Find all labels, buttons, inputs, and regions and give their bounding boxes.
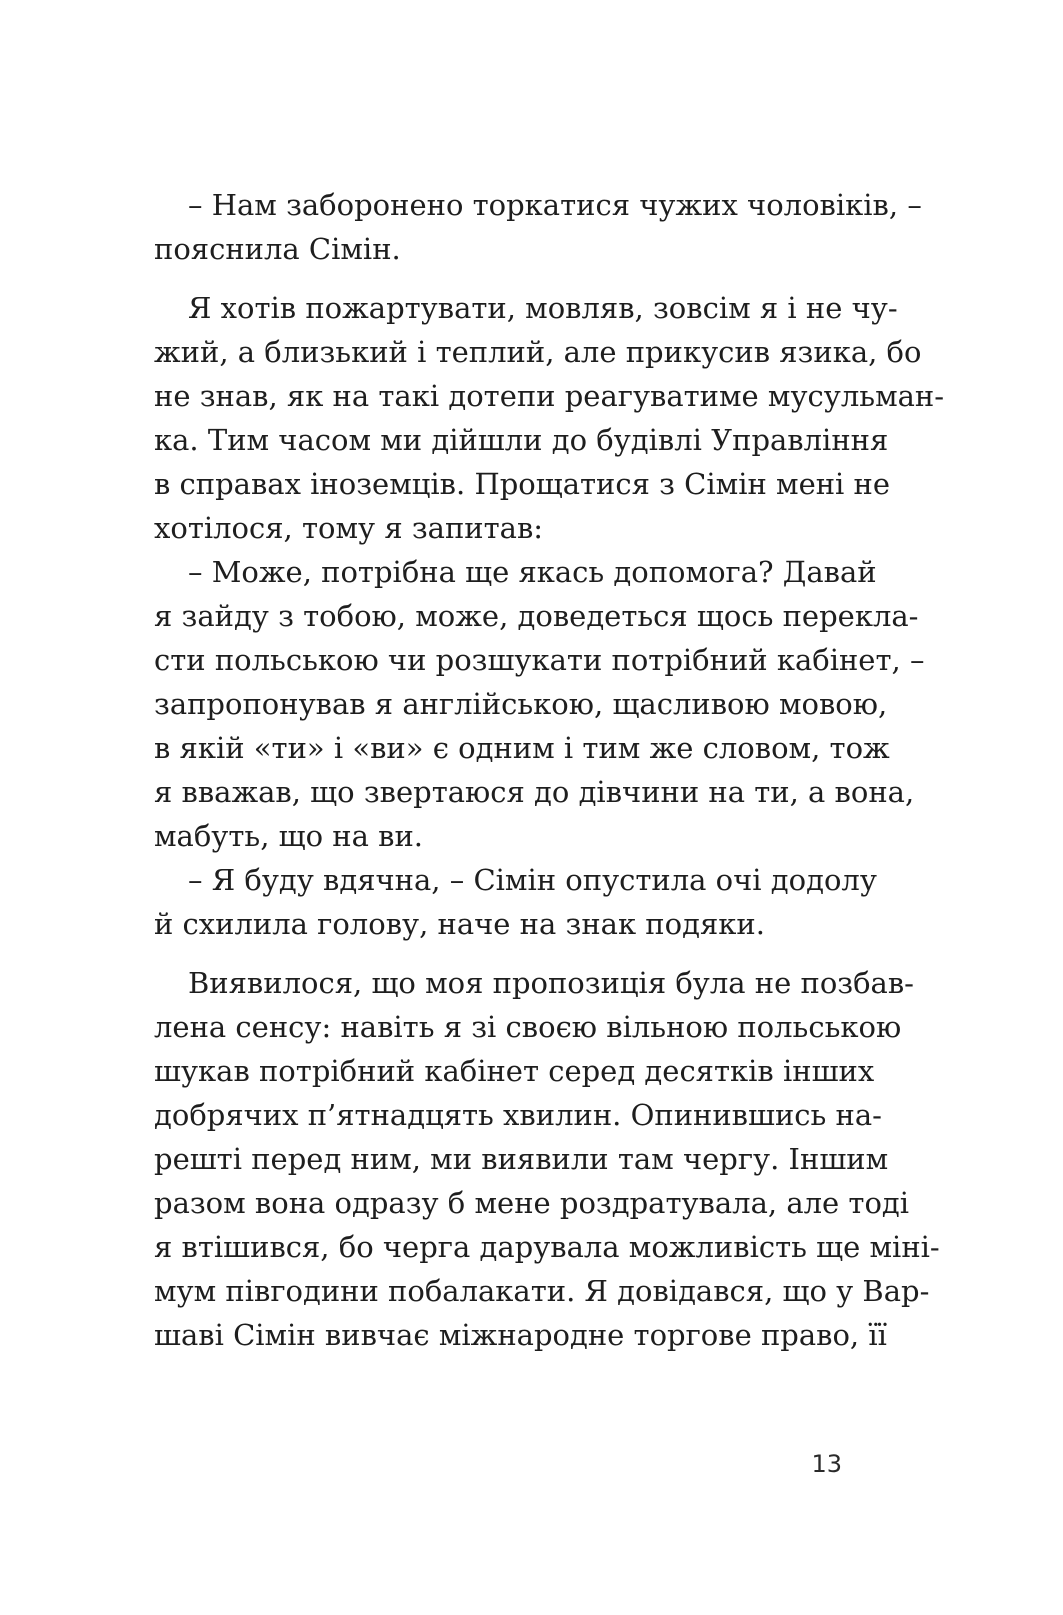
- text-line: жий, а близький і теплий, але прикусив язика, бо: [154, 335, 922, 369]
- text-line: – Я буду вдячна, – Сімін опустила очі додолу: [188, 863, 877, 897]
- text-line: мабуть, що на ви.: [154, 819, 423, 853]
- text-line: шаві Сімін вивчає міжнародне торгове право, її: [154, 1318, 887, 1352]
- text-line: Виявилося, що моя пропозиція була не позбав-: [188, 966, 914, 1000]
- text-line: лена сенсу: навіть я зі своєю вільною польською: [154, 1010, 902, 1044]
- paragraph-5: [154, 961, 940, 1357]
- text-line: я зайду з тобою, може, доведеться щось перекла-: [154, 599, 919, 633]
- text-line: – Нам заборонено торкатися чужих чоловіків, –: [188, 188, 922, 222]
- body-text: [154, 183, 945, 1357]
- text-line: добрячих п’ятнадцять хвилин. Опинившись на-: [154, 1098, 882, 1132]
- text-line: в якій «ти» і «ви» є одним і тим же словом, тож: [154, 731, 890, 765]
- page-number: 13: [811, 1450, 842, 1478]
- text-line: решті перед ним, ми виявили там чергу. Іншим: [154, 1142, 889, 1176]
- text-line: не знав, як на такі дотепи реагуватиме мусульман-: [154, 379, 945, 413]
- text-line: шукав потрібний кабінет серед десятків інших: [154, 1054, 875, 1088]
- text-line: сти польською чи розшукати потрібний кабінет, –: [154, 643, 925, 677]
- text-line: в справах іноземців. Прощатися з Сімін мені не: [154, 467, 891, 501]
- text-line: запропонував я англійською, щасливою мовою,: [154, 687, 888, 721]
- text-line: мум півгодини побалакати. Я довідався, що у Вар-: [154, 1274, 930, 1308]
- text-line: Я хотів пожартувати, мовляв, зовсім я і не чу-: [188, 291, 898, 325]
- text-line: пояснила Сімін.: [154, 232, 401, 266]
- paragraph-3: [154, 550, 925, 858]
- text-line: хотілося, тому я запитав:: [154, 511, 544, 545]
- text-line: я вважав, що звертаюся до дівчини на ти, а вона,: [154, 775, 915, 809]
- text-line: разом вона одразу б мене роздратувала, але тоді: [154, 1186, 910, 1220]
- paragraph-2: [154, 286, 945, 550]
- text-line: – Може, потрібна ще якась допомога? Давай: [188, 555, 877, 589]
- text-line: ка. Тим часом ми дійшли до будівлі Управління: [154, 423, 889, 457]
- text-line: й схилила голову, наче на знак подяки.: [154, 907, 765, 941]
- paragraph-4: [154, 858, 877, 946]
- paragraph-1: [154, 183, 922, 271]
- text-line: я втішився, бо черга дарувала можливість ще міні-: [154, 1230, 940, 1264]
